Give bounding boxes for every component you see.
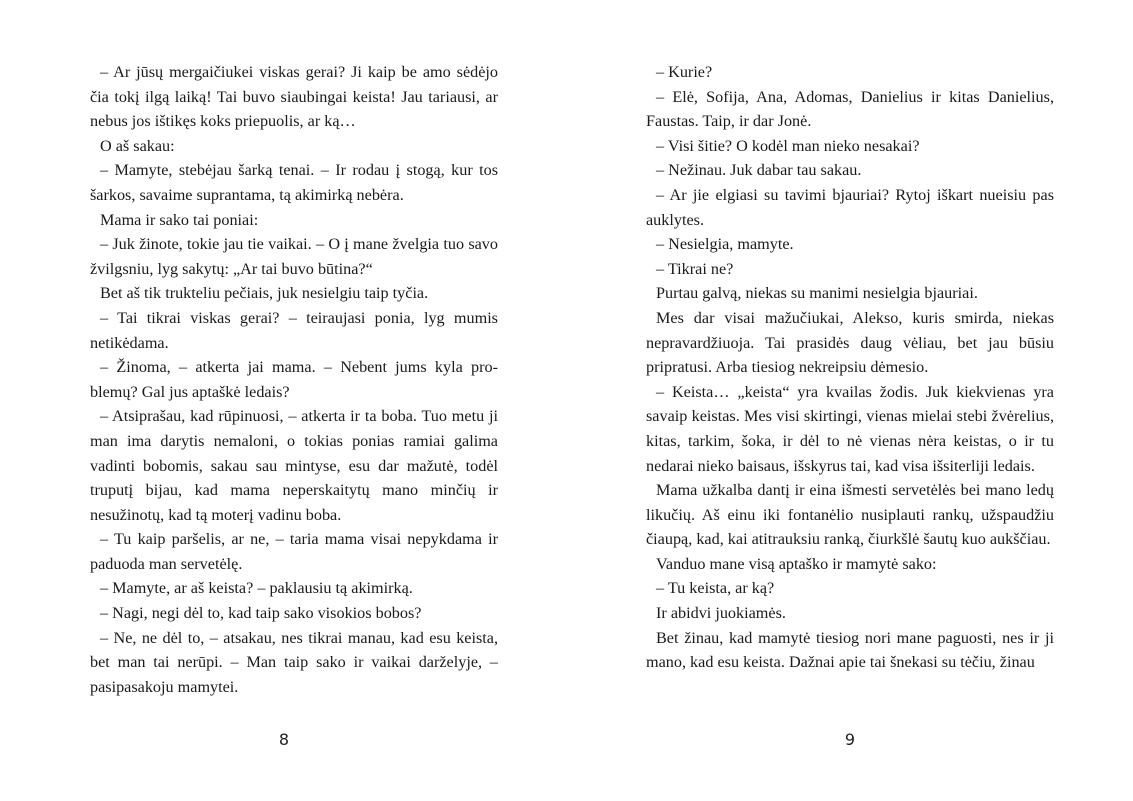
paragraph: – Kurie? — [656, 63, 713, 81]
paragraph: – Ne, ne dėl to, – atsakau, nes tikrai manau, kad esu keista, bet man tai nerūpi. – Man taip sako ir vaikai darželyje, – pasipasakoju mamytei. — [90, 628, 498, 696]
paragraph: Ir abidvi juokiamės. — [656, 604, 786, 623]
right-page — [567, 0, 1133, 801]
paragraph: Bet aš tik trukteliu pečiais, juk nesielgiu taip tyčia. — [100, 284, 429, 303]
page-number-right: 9 — [844, 730, 856, 749]
paragraph: Vanduo mane visą aptaško ir mamytė sako: — [656, 554, 937, 573]
paragraph: Mes dar visai mažučiukai, Alekso, kuris smirda, niekas nepravardžiuoja. Tai prasidės daug vėliau, bet jau būsiu pripratusi. Arba tiesiog nekreipsiu dėmesio. — [646, 308, 1054, 377]
paragraph: – Ar jūsų mergaičiukei viskas gerai? Ji kaip be amo sėdėjo čia tokį ilgą laiką! Tai buvo siaubingai keista! Jau tariausi, ar nebus jos ištikęs koks priepuolis, ar ką… — [90, 63, 498, 131]
paragraph: – Tikrai ne? — [656, 259, 734, 278]
paragraph: – Visi šitie? O kodėl man nieko nesakai? — [656, 136, 920, 155]
paragraph: – Juk žinote, tokie jau tie vaikai. – O į mane žvelgia tuo savo žvilgsniu, lyg sakytų: „Ar tai buvo būtina?“ — [90, 235, 498, 278]
left-page-text — [90, 60, 498, 699]
paragraph: – Tu keista, ar ką? — [656, 579, 775, 598]
paragraph: O aš sakau: — [100, 136, 175, 155]
paragraph: – Mamyte, stebėjau šarką tenai. – Ir rodau į stogą, kur tos šarkos, savaime suprantama, tą akimirką nebėra. — [90, 161, 498, 204]
left-page — [0, 0, 566, 801]
paragraph: – Tu kaip paršelis, ar ne, – taria mama visai nepykdama ir paduoda man servetėlę. — [90, 530, 498, 573]
paragraph: – Ar jie elgiasi su tavimi bjauriai? Rytoj iškart nueisiu pas auklytes. — [646, 185, 1054, 229]
paragraph: – Keista… „keista“ yra kvailas žodis. Juk kiekvienas yra savaip keistas. Mes visi skirtingi, vienas mielai stebi žvėrelius, kitas, tarkim, šoka, ir dėl to nė vienas nėra keistas, o ir tu nedarai nieko baisaus, išskyrus tai, kad visa išsiterliji ledais. — [646, 382, 1054, 475]
right-page-text — [646, 60, 1054, 675]
paragraph: Mama užkalba dantį ir eina išmesti servetėlės bei mano ledų likučių. Aš einu iki fontanėlio nusiplauti rankų, užspaudžiu čiaupą, kad, kai atitrauksiu ranką, čiurkšlė šautų kuo aukščiau. — [646, 481, 1054, 549]
page-number-left: 8 — [278, 730, 290, 749]
paragraph: – Nagi, negi dėl to, kad taip sako visokios bobos? — [100, 604, 422, 623]
paragraph: – Atsiprašau, kad rūpinuosi, – atkerta ir ta boba. Tuo metu ji man ima darytis nemaloni, o tokias ponias ramiai galima vadinti bobomis, sakau sau mintyse, esu dar mažutė, todėl truputį bijau, kad mama neperskaitytų mano minčių ir nesužinotų, kad tą moterį vadinu boba. — [90, 407, 498, 524]
paragraph: – Mamyte, ar aš keista? – paklausiu tą akimirką. — [100, 579, 413, 598]
paragraph: – Elė, Sofija, Ana, Adomas, Danielius ir kitas Danielius, Faustas. Taip, ir dar Jonė. — [646, 87, 1054, 131]
paragraph: – Žinoma, – atkerta jai mama. – Nebent jums kyla problemų? Gal jus aptaškė ledais? — [90, 358, 498, 401]
paragraph: Bet žinau, kad mamytė tiesiog nori mane paguosti, nes ir ji mano, kad esu keista. Dažnai apie tai šnekasi su tėčiu, žinau — [646, 628, 1054, 672]
paragraph: – Nesielgia, mamyte. — [656, 235, 794, 254]
paragraph: Purtau galvą, niekas su manimi nesielgia bjauriai. — [656, 284, 978, 303]
paragraph: Mama ir sako tai poniai: — [100, 210, 259, 229]
paragraph: – Tai tikrai viskas gerai? – teiraujasi ponia, lyg mumis netikėdama. — [90, 308, 498, 352]
paragraph: – Nežinau. Juk dabar tau sakau. — [656, 161, 862, 180]
